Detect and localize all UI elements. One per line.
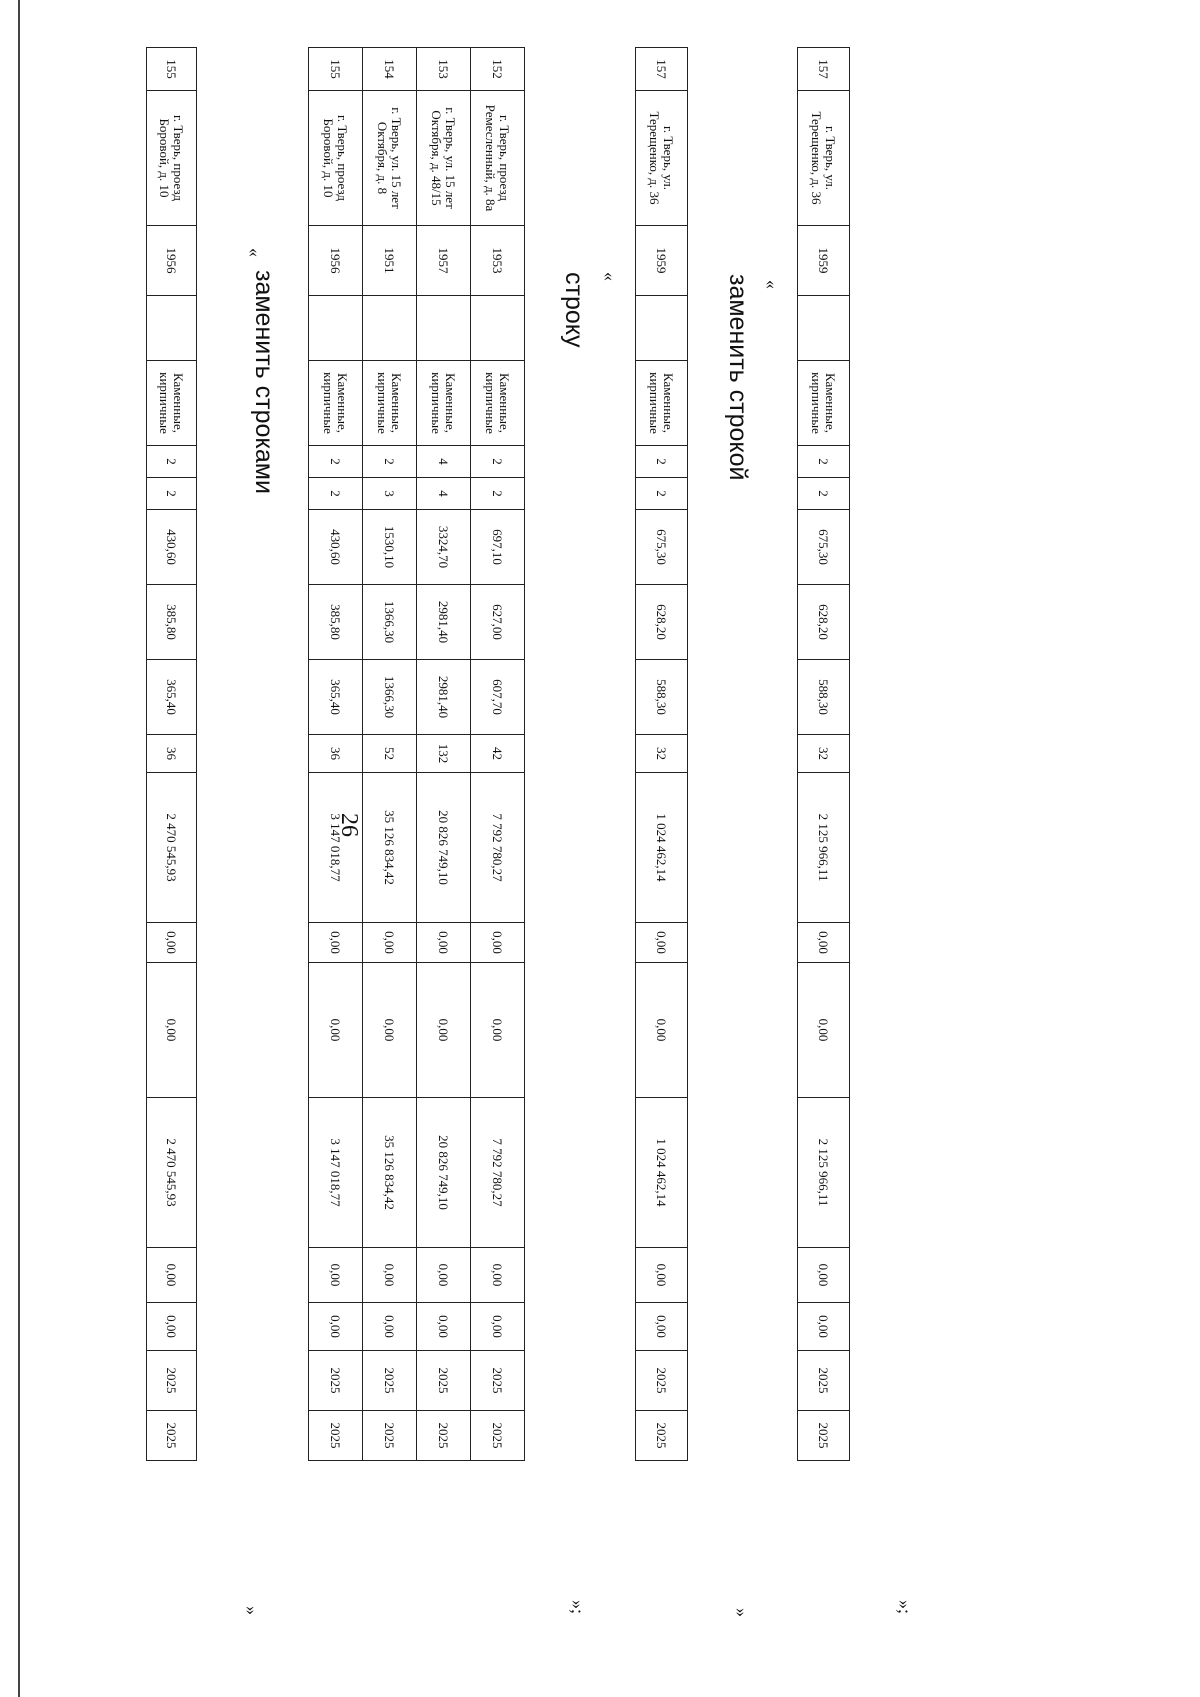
table-row (636, 48, 688, 1461)
entrances-cell: 2 (471, 478, 525, 510)
build-year-cell: 1957 (417, 226, 471, 296)
area-living-cell: 385,80 (309, 585, 363, 660)
table-row (309, 48, 363, 1461)
quote-open: « (762, 280, 782, 289)
blank-cell (309, 296, 363, 361)
material-cell: Каменные, кирпичные (363, 361, 417, 446)
local-cost-cell: 2 125 966,11 (798, 1098, 850, 1248)
entrances-cell: 2 (798, 478, 850, 510)
area-residential-cell: 2981,40 (417, 660, 471, 735)
material-cell: Каменные, кирпичные (309, 361, 363, 446)
build-year-cell: 1951 (363, 226, 417, 296)
blank-cell (798, 296, 850, 361)
table-row (417, 48, 471, 1461)
material-cell: Каменные, кирпичные (636, 361, 688, 446)
plan-year-start-cell: 2025 (798, 1351, 850, 1411)
build-year-cell: 1956 (147, 226, 197, 296)
area-total-cell: 697,10 (471, 510, 525, 585)
row-number-cell: 152 (471, 48, 525, 91)
blank-cell (417, 296, 471, 361)
area-residential-cell: 588,30 (798, 660, 850, 735)
plan-year-end-cell: 2025 (798, 1411, 850, 1461)
label-replace-with-row: заменить строкой (724, 274, 752, 481)
address-cell: г. Тверь, ул. Терещенко, д. 36 (798, 91, 850, 226)
regional-cost-cell: 0,00 (471, 963, 525, 1098)
plan-year-end-cell: 2025 (147, 1411, 197, 1461)
floors-cell: 2 (798, 446, 850, 478)
address-cell: г. Тверь, ул. 15 лет Октября, д. 48/15 (417, 91, 471, 226)
regional-cost-cell: 0,00 (798, 963, 850, 1098)
other-cost-cell: 0,00 (798, 1303, 850, 1351)
owners-cost-cell: 0,00 (417, 1248, 471, 1303)
area-residential-cell: 365,40 (147, 660, 197, 735)
regional-cost-cell: 0,00 (147, 963, 197, 1098)
table-row-157-original (635, 47, 688, 1461)
residents-cell: 42 (471, 735, 525, 773)
federal-cost-cell: 0,00 (363, 923, 417, 963)
table-row-155-original (146, 47, 197, 1461)
residents-cell: 32 (798, 735, 850, 773)
total-cost-cell: 3 147 018,77 (309, 773, 363, 923)
area-residential-cell: 607,70 (471, 660, 525, 735)
floors-cell: 2 (309, 446, 363, 478)
local-cost-cell: 1 024 462,14 (636, 1098, 688, 1248)
address-cell: г. Тверь, ул. Терещенко, д. 36 (636, 91, 688, 226)
area-total-cell: 430,60 (147, 510, 197, 585)
owners-cost-cell: 0,00 (636, 1248, 688, 1303)
other-cost-cell: 0,00 (417, 1303, 471, 1351)
area-total-cell: 1530,10 (363, 510, 417, 585)
build-year-cell: 1956 (309, 226, 363, 296)
address-cell: г. Тверь, ул. 15 лет Октября, д. 8 (363, 91, 417, 226)
entrances-cell: 2 (309, 478, 363, 510)
build-year-cell: 1953 (471, 226, 525, 296)
total-cost-cell: 7 792 780,27 (471, 773, 525, 923)
regional-cost-cell: 0,00 (363, 963, 417, 1098)
blank-cell (147, 296, 197, 361)
total-cost-cell: 1 024 462,14 (636, 773, 688, 923)
floors-cell: 2 (363, 446, 417, 478)
quote-open: « (600, 272, 620, 281)
residents-cell: 36 (309, 735, 363, 773)
table-replacement-rows (308, 47, 525, 1461)
plan-year-start-cell: 2025 (471, 1351, 525, 1411)
area-total-cell: 430,60 (309, 510, 363, 585)
plan-year-start-cell: 2025 (363, 1351, 417, 1411)
total-cost-cell: 2 470 545,93 (147, 773, 197, 923)
owners-cost-cell: 0,00 (471, 1248, 525, 1303)
area-living-cell: 1366,30 (363, 585, 417, 660)
table-row (471, 48, 525, 1461)
other-cost-cell: 0,00 (147, 1303, 197, 1351)
plan-year-end-cell: 2025 (309, 1411, 363, 1461)
residents-cell: 132 (417, 735, 471, 773)
area-total-cell: 675,30 (798, 510, 850, 585)
entrances-cell: 4 (417, 478, 471, 510)
residents-cell: 52 (363, 735, 417, 773)
local-cost-cell: 2 470 545,93 (147, 1098, 197, 1248)
total-cost-cell: 20 826 749,10 (417, 773, 471, 923)
floors-cell: 2 (147, 446, 197, 478)
label-line: строку (560, 272, 588, 348)
owners-cost-cell: 0,00 (363, 1248, 417, 1303)
federal-cost-cell: 0,00 (636, 923, 688, 963)
area-total-cell: 675,30 (636, 510, 688, 585)
quote-open: « (245, 248, 265, 257)
floors-cell: 2 (636, 446, 688, 478)
floors-cell: 2 (471, 446, 525, 478)
owners-cost-cell: 0,00 (309, 1248, 363, 1303)
area-living-cell: 2981,40 (417, 585, 471, 660)
other-cost-cell: 0,00 (471, 1303, 525, 1351)
plan-year-end-cell: 2025 (363, 1411, 417, 1461)
entrances-cell: 2 (147, 478, 197, 510)
scan-edge-line (18, 0, 20, 1697)
residents-cell: 36 (147, 735, 197, 773)
blank-cell (363, 296, 417, 361)
other-cost-cell: 0,00 (636, 1303, 688, 1351)
page-number: 26 (336, 813, 362, 837)
material-cell: Каменные, кирпичные (798, 361, 850, 446)
plan-year-end-cell: 2025 (636, 1411, 688, 1461)
row-number-cell: 157 (636, 48, 688, 91)
material-cell: Каменные, кирпичные (147, 361, 197, 446)
quote-close: » (242, 1606, 262, 1615)
address-cell: г. Тверь, проезд Ремесленный, д. 8а (471, 91, 525, 226)
area-living-cell: 628,20 (798, 585, 850, 660)
row-number-cell: 154 (363, 48, 417, 91)
floors-cell: 4 (417, 446, 471, 478)
plan-year-start-cell: 2025 (147, 1351, 197, 1411)
area-living-cell: 627,00 (471, 585, 525, 660)
address-cell: г. Тверь, проезд Боровой, д. 10 (309, 91, 363, 226)
federal-cost-cell: 0,00 (417, 923, 471, 963)
plan-year-start-cell: 2025 (636, 1351, 688, 1411)
local-cost-cell: 20 826 749,10 (417, 1098, 471, 1248)
area-total-cell: 3324,70 (417, 510, 471, 585)
local-cost-cell: 7 792 780,27 (471, 1098, 525, 1248)
local-cost-cell: 3 147 018,77 (309, 1098, 363, 1248)
blank-cell (471, 296, 525, 361)
plan-year-start-cell: 2025 (309, 1351, 363, 1411)
row-number-cell: 155 (309, 48, 363, 91)
blank-cell (636, 296, 688, 361)
row-number-cell: 153 (417, 48, 471, 91)
area-residential-cell: 588,30 (636, 660, 688, 735)
local-cost-cell: 35 126 834,42 (363, 1098, 417, 1248)
entrances-cell: 3 (363, 478, 417, 510)
owners-cost-cell: 0,00 (798, 1248, 850, 1303)
area-living-cell: 628,20 (636, 585, 688, 660)
total-cost-cell: 2 125 966,11 (798, 773, 850, 923)
plan-year-end-cell: 2025 (471, 1411, 525, 1461)
quote-close-semicolon: »; (895, 1600, 915, 1615)
row-number-cell: 155 (147, 48, 197, 91)
owners-cost-cell: 0,00 (147, 1248, 197, 1303)
label-replace-with-rows: заменить строками (250, 270, 278, 494)
quote-close-semicolon: »; (568, 1600, 588, 1615)
row-number-cell: 157 (798, 48, 850, 91)
table-row (363, 48, 417, 1461)
address-cell: г. Тверь, проезд Боровой, д. 10 (147, 91, 197, 226)
quote-close: » (732, 1608, 752, 1617)
material-cell: Каменные, кирпичные (417, 361, 471, 446)
other-cost-cell: 0,00 (363, 1303, 417, 1351)
table-row (147, 48, 197, 1461)
build-year-cell: 1959 (798, 226, 850, 296)
plan-year-end-cell: 2025 (417, 1411, 471, 1461)
build-year-cell: 1959 (636, 226, 688, 296)
area-residential-cell: 365,40 (309, 660, 363, 735)
residents-cell: 32 (636, 735, 688, 773)
table-replacement-row-157 (797, 47, 850, 1461)
federal-cost-cell: 0,00 (798, 923, 850, 963)
regional-cost-cell: 0,00 (636, 963, 688, 1098)
entrances-cell: 2 (636, 478, 688, 510)
area-residential-cell: 1366,30 (363, 660, 417, 735)
total-cost-cell: 35 126 834,42 (363, 773, 417, 923)
federal-cost-cell: 0,00 (471, 923, 525, 963)
federal-cost-cell: 0,00 (147, 923, 197, 963)
area-living-cell: 385,80 (147, 585, 197, 660)
federal-cost-cell: 0,00 (309, 923, 363, 963)
regional-cost-cell: 0,00 (309, 963, 363, 1098)
material-cell: Каменные, кирпичные (471, 361, 525, 446)
other-cost-cell: 0,00 (309, 1303, 363, 1351)
plan-year-start-cell: 2025 (417, 1351, 471, 1411)
regional-cost-cell: 0,00 (417, 963, 471, 1098)
table-row (798, 48, 850, 1461)
